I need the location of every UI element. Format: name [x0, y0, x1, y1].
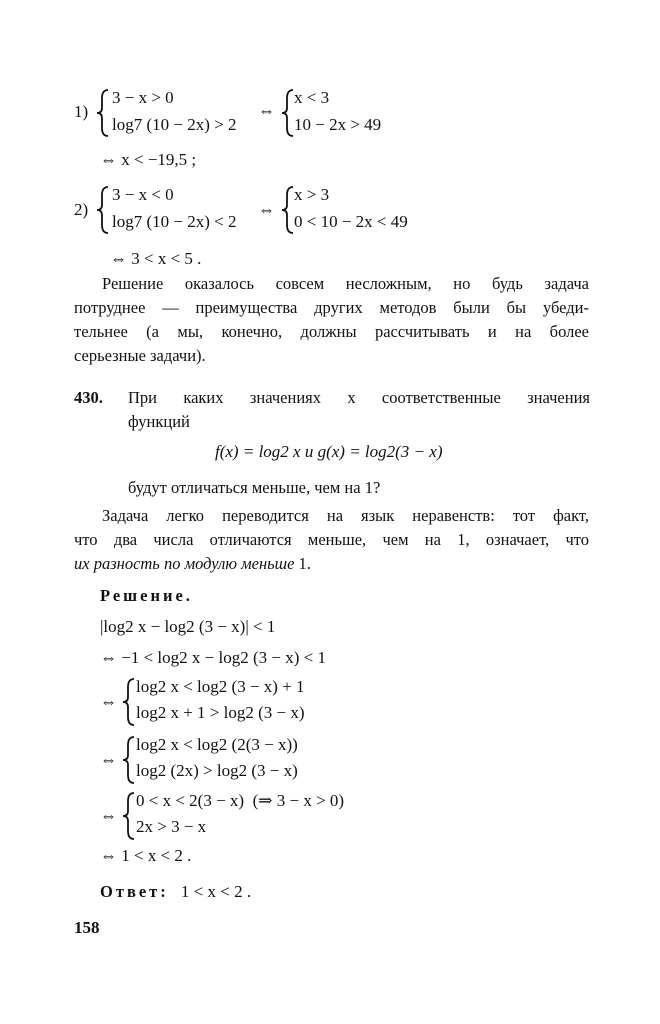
- system1-label: 1): [74, 102, 89, 121]
- paragraph-2-end: 1.: [294, 554, 311, 573]
- system1-left-bottom: [112, 115, 236, 135]
- system1-result: ⇔ x < −19,5 ;: [100, 150, 197, 169]
- solution-step-6: ⇔ 1 < x < 2 .: [100, 846, 192, 865]
- answer: [100, 880, 251, 904]
- system1-left-top-text: 3 − x > 0: [112, 88, 174, 107]
- paragraph-1: [74, 272, 589, 368]
- left-brace-icon: [122, 791, 136, 841]
- system1-arrow: ⇔: [258, 101, 275, 120]
- page-number: 158: [74, 918, 100, 937]
- paragraph-2-italic: их разность по модулю меньше: [74, 554, 295, 573]
- solution-step-5-arrow: ⇔: [100, 806, 117, 825]
- solution-step-3-bottom: log2 x + 1 > log2 (3 − x): [136, 703, 305, 722]
- left-brace-icon: [122, 677, 136, 727]
- solution-step-5-bottom: 2x > 3 − x: [136, 817, 207, 836]
- solution-heading: Решение.: [100, 586, 193, 605]
- system2-right-bottom: 0 < 10 − 2x < 49: [294, 212, 408, 231]
- left-brace-icon: [281, 185, 295, 235]
- problem-line-1-text: При каких значениях x соответственные значения: [128, 388, 590, 407]
- paragraph-1-line: тельнее (а мы, конечно, должны рассчитывать и на более: [74, 322, 589, 341]
- system2-left-top: 3 − x < 0: [112, 185, 174, 204]
- answer-value: 1 < x < 2 .: [180, 882, 252, 901]
- system2-right-top: x > 3: [294, 185, 330, 204]
- solution-step-3-top: log2 x < log2 (3 − x) + 1: [136, 677, 305, 696]
- system1-left-top: [112, 88, 174, 108]
- system1-right-bottom: 10 − 2x > 49: [294, 115, 382, 134]
- paragraph-2-line: что два числа отличаются меньше, чем на 1, означает, что: [74, 530, 589, 549]
- left-brace-icon: [281, 88, 295, 138]
- paragraph-2-line: Задача легко переводится на язык неравенств: тот факт,: [102, 506, 589, 525]
- paragraph-1-line: Решение оказалось совсем несложным, но будь задача: [102, 274, 589, 293]
- system2-left-bottom: log7 (10 − 2x) < 2: [112, 212, 237, 231]
- left-brace-icon: [96, 185, 110, 235]
- paragraph-1-line: потруднее — преимущества других методов были бы убеди-: [74, 298, 589, 317]
- solution-step-1: |log2 x − log2 (3 − x)| < 1: [100, 617, 276, 636]
- system2-arrow: ⇔: [258, 200, 275, 219]
- solution-step-4-arrow: ⇔: [100, 750, 117, 769]
- solution-step-4-top: log2 x < log2 (2(3 − x)): [136, 735, 298, 754]
- answer-label: Ответ:: [100, 882, 169, 901]
- system1-right-top: x < 3: [294, 88, 330, 107]
- solution-step-5-top: 0 < x < 2(3 − x) (⇒ 3 − x > 0): [136, 791, 345, 810]
- left-brace-icon: [122, 735, 136, 785]
- paragraph-1-line: серьезные задачи).: [74, 346, 206, 365]
- problem-number: 430.: [74, 388, 103, 407]
- left-brace-icon: [96, 88, 110, 138]
- system2-label: 2): [74, 200, 89, 219]
- problem-formula: f(x) = log2 x и g(x) = log2(3 − x): [215, 442, 443, 461]
- paragraph-2: [74, 504, 589, 576]
- solution-step-3-arrow: ⇔: [100, 692, 117, 711]
- problem-line-1: [128, 386, 590, 410]
- paragraph-2-line: [74, 552, 589, 576]
- system1-left-bottom-text: log7 (10 − 2x) > 2: [112, 115, 237, 134]
- system2-result: ⇔ 3 < x < 5 .: [110, 249, 202, 268]
- solution-step-4-bottom: log2 (2x) > log2 (3 − x): [136, 761, 298, 780]
- solution-step-2: ⇔ −1 < log2 x − log2 (3 − x) < 1: [100, 648, 326, 667]
- problem-line-2: функций: [128, 412, 190, 431]
- problem-line-3: будут отличаться меньше, чем на 1?: [128, 478, 381, 497]
